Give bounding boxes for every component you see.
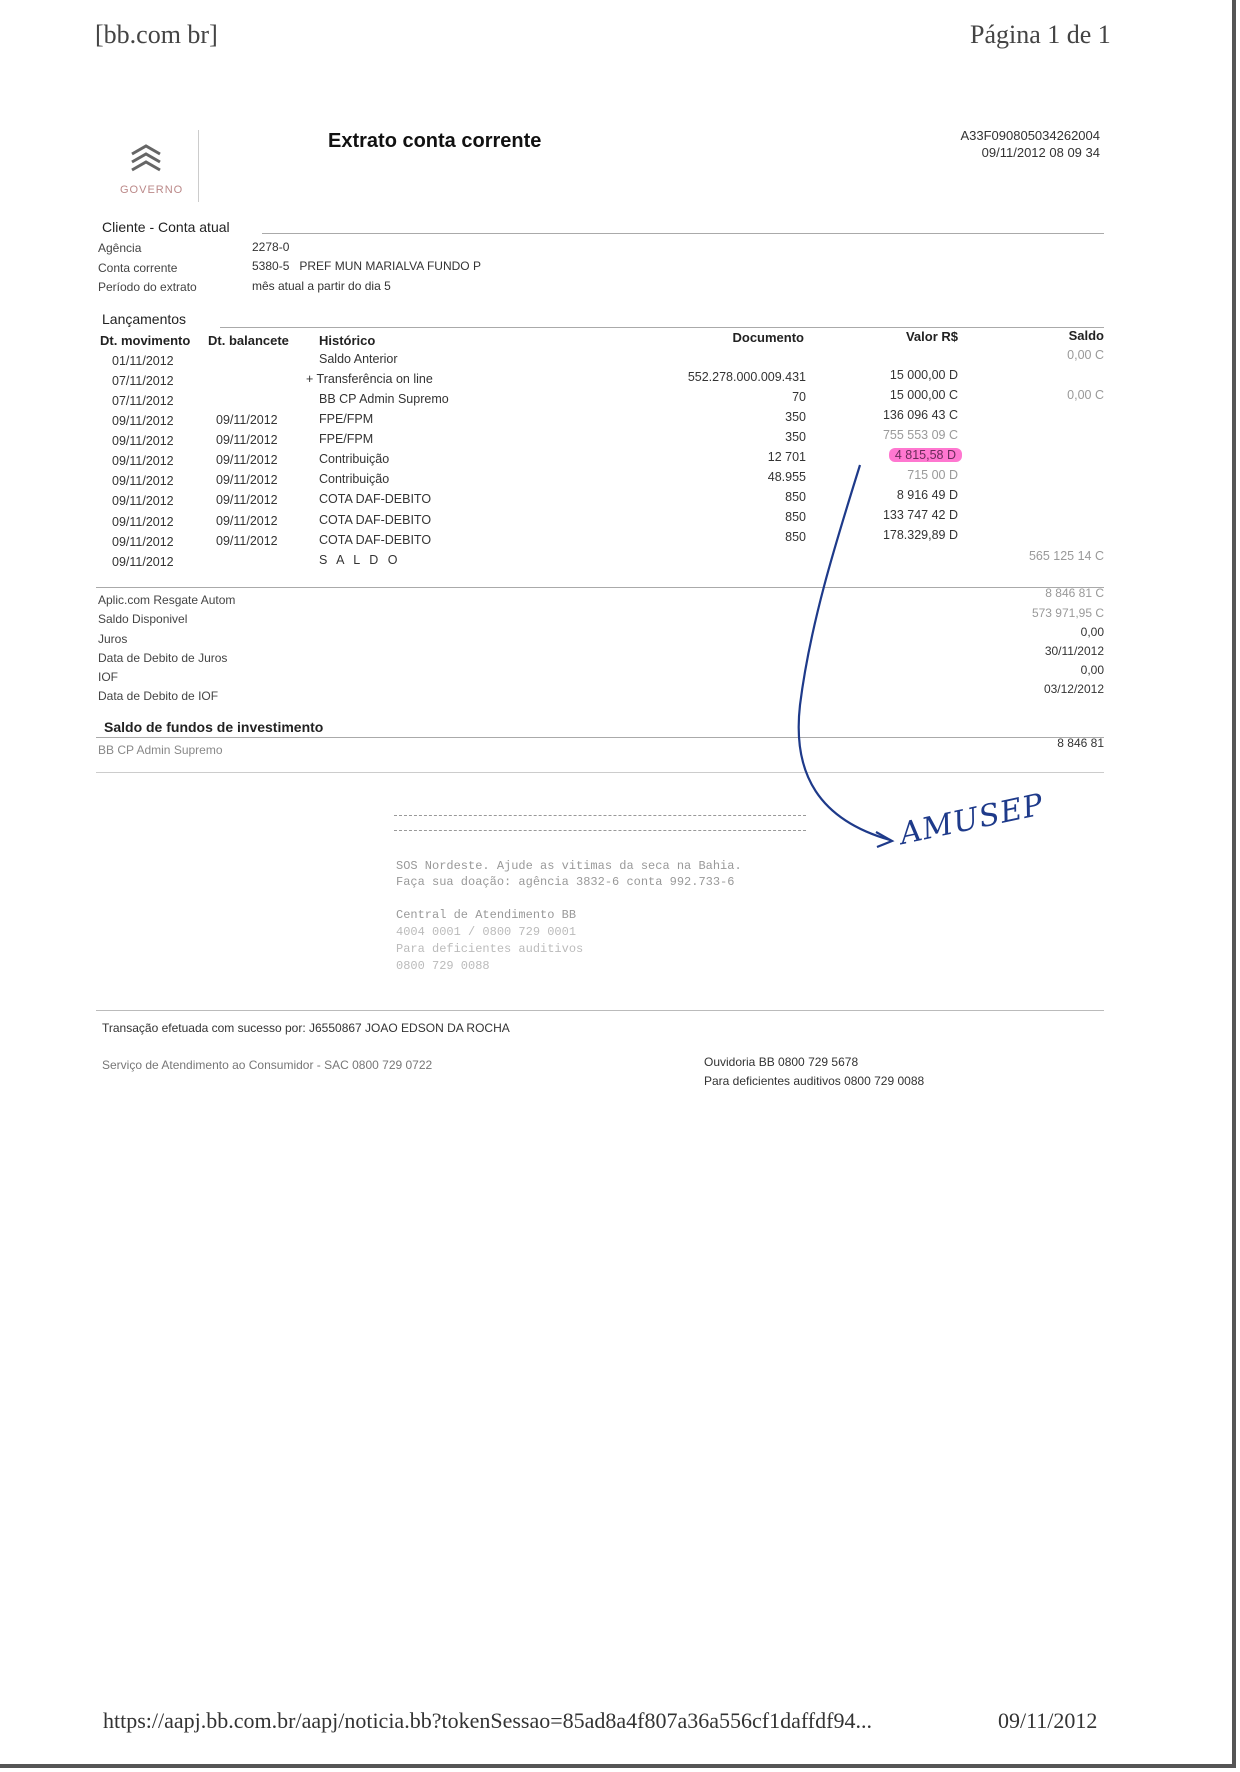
- summary-value-data-debito-iof: 03/12/2012: [1043, 682, 1104, 696]
- row-saldo: 565 125 14 C: [1028, 549, 1104, 563]
- row-dt-movimento: 09/11/2012: [112, 474, 174, 488]
- document-code: A33F090805034262004: [960, 128, 1100, 143]
- print-header-page: Página 1 de 1: [970, 20, 1111, 49]
- row-documento: 850: [785, 530, 806, 544]
- row-saldo: 0,00 C: [1067, 388, 1104, 402]
- divider: [262, 233, 1104, 234]
- print-header-site: [bb.com br]: [95, 20, 218, 49]
- saldo-top-value: 0,00 C: [1067, 348, 1104, 362]
- divider: [96, 772, 1104, 773]
- col-header-documento: Documento: [732, 330, 804, 345]
- row-dt-movimento: 09/11/2012: [112, 414, 174, 428]
- row-historico: Contribuição: [319, 472, 390, 486]
- row-historico: Contribuição: [319, 452, 390, 466]
- client-label-conta: Conta corrente: [98, 261, 178, 275]
- col-header-dt-movimento: Dt. movimento: [100, 333, 191, 348]
- notice-divider: [394, 815, 806, 816]
- fundos-value: 8 846 81: [1057, 736, 1104, 750]
- print-footer-date: 09/11/2012: [998, 1708, 1098, 1733]
- row-valor: 133 747 42 D: [882, 508, 958, 522]
- logo-text: GOVERNO: [120, 184, 184, 196]
- summary-value-iof: 0,00: [1080, 663, 1104, 677]
- row-documento: 48.955: [767, 470, 806, 484]
- deficientes-text: Para deficientes auditivos 0800 729 0088: [704, 1074, 925, 1088]
- row-documento: 12 701: [767, 450, 806, 464]
- fundos-section-title: Saldo de fundos de investimento: [104, 719, 324, 735]
- row-documento: 70: [792, 390, 806, 404]
- row-dt-balancete: 09/11/2012: [216, 413, 278, 427]
- row-valor: 8 916 49 D: [896, 488, 958, 502]
- row-valor: 178.329,89 D: [882, 528, 958, 542]
- summary-label-data-debito-iof: Data de Debito de IOF: [98, 689, 219, 703]
- row-documento: 350: [785, 430, 806, 444]
- row-dt-balancete: 09/11/2012: [216, 453, 278, 467]
- row-valor: 715 00 D: [907, 468, 958, 482]
- row-valor: 755 553 09 C: [882, 428, 958, 442]
- client-value-agencia: 2278-0: [252, 240, 290, 254]
- summary-label-iof: IOF: [98, 670, 118, 684]
- client-label-agencia: Agência: [98, 241, 142, 255]
- row-dt-movimento: 09/11/2012: [112, 515, 174, 529]
- row-dt-balancete: 09/11/2012: [216, 514, 278, 528]
- row-dt-movimento: 09/11/2012: [112, 454, 174, 468]
- handwritten-annotation: AMUSEP: [896, 787, 1048, 852]
- row-dt-movimento: 09/11/2012: [112, 555, 174, 569]
- row-valor: 15 000,00 D: [889, 368, 958, 382]
- summary-label-aplic: Aplic.com Resgate Autom: [98, 593, 236, 607]
- summary-label-data-debito-juros: Data de Debito de Juros: [98, 651, 228, 665]
- notice-line: 0800 729 0088: [396, 959, 490, 973]
- summary-value-saldo-disponivel: 573 971,95 C: [1031, 606, 1104, 620]
- fundos-label: BB CP Admin Supremo: [98, 743, 223, 757]
- row-documento: 850: [785, 510, 806, 524]
- row-dt-balancete: 09/11/2012: [216, 433, 278, 447]
- summary-value-data-debito-juros: 30/11/2012: [1044, 644, 1104, 658]
- client-section-title: Cliente - Conta atual: [102, 219, 230, 235]
- divider: [96, 737, 1104, 738]
- row-historico: S A L D O: [319, 553, 401, 567]
- row-documento: 850: [785, 490, 806, 504]
- row-historico: FPE/FPM: [319, 432, 374, 446]
- summary-label-juros: Juros: [98, 632, 128, 646]
- row-dt-movimento: 07/11/2012: [112, 374, 174, 388]
- row-dt-balancete: 09/11/2012: [216, 493, 278, 507]
- client-value-periodo: mês atual a partir do dia 5: [252, 279, 391, 293]
- document-datetime: 09/11/2012 08 09 34: [981, 145, 1100, 160]
- client-label-periodo: Período do extrato: [98, 280, 197, 294]
- col-header-historico: Histórico: [319, 333, 376, 348]
- row-historico: + Transferência on line: [306, 372, 433, 386]
- divider: [96, 1010, 1104, 1011]
- summary-value-juros: 0,00: [1080, 625, 1104, 639]
- bb-governo-logo: [98, 130, 199, 202]
- row-dt-movimento: 01/11/2012: [112, 354, 174, 368]
- row-valor: 136 096 43 C: [882, 408, 958, 422]
- notice-line: SOS Nordeste. Ajude as vitimas da seca na Bahia.: [396, 859, 742, 873]
- notice-line: Faça sua doação: agência 3832-6 conta 992.733-6: [396, 875, 735, 889]
- row-dt-balancete: 09/11/2012: [216, 473, 278, 487]
- client-value-conta: 5380-5 PREF MUN MARIALVA FUNDO P: [252, 259, 481, 273]
- summary-value-aplic: 8 846 81 C: [1045, 586, 1104, 600]
- col-header-dt-balancete: Dt. balancete: [208, 333, 289, 348]
- notice-divider: [394, 830, 806, 831]
- transacao-text: Transação efetuada com sucesso por: J6550867 JOAO EDSON DA ROCHA: [102, 1021, 510, 1035]
- lancamentos-section-title: Lançamentos: [102, 311, 187, 327]
- row-historico: BB CP Admin Supremo: [319, 392, 449, 406]
- row-dt-movimento: 07/11/2012: [112, 394, 174, 408]
- col-header-saldo: Saldo: [1068, 328, 1104, 343]
- row-dt-movimento: 09/11/2012: [112, 535, 174, 549]
- row-dt-movimento: 09/11/2012: [112, 434, 174, 448]
- row-dt-balancete: 09/11/2012: [216, 534, 278, 548]
- row-dt-movimento: 09/11/2012: [112, 494, 174, 508]
- bb-logo-icon: [126, 140, 166, 180]
- col-header-valor: Valor R$: [905, 329, 958, 344]
- row-documento: 350: [785, 410, 806, 424]
- summary-label-saldo-disponivel: Saldo Disponivel: [98, 612, 188, 626]
- row-historico: COTA DAF-DEBITO: [319, 533, 432, 547]
- sac-text: Serviço de Atendimento ao Consumidor - SAC 0800 729 0722: [102, 1058, 433, 1072]
- row-historico: FPE/FPM: [319, 412, 374, 426]
- row-historico: Saldo Anterior: [319, 352, 398, 366]
- row-historico: COTA DAF-DEBITO: [319, 492, 432, 506]
- divider: [220, 327, 1104, 328]
- ouvidoria-text: Ouvidoria BB 0800 729 5678: [704, 1055, 859, 1069]
- row-valor: 15 000,00 C: [889, 388, 958, 402]
- row-documento: 552.278.000.009.431: [687, 370, 806, 384]
- notice-line: Para deficientes auditivos: [396, 942, 584, 956]
- document-title: Extrato conta corrente: [328, 130, 542, 152]
- notice-line: 4004 0001 / 0800 729 0001: [396, 925, 577, 939]
- print-footer-url: https://aapj.bb.com.br/aapj/noticia.bb?tokenSessao=85ad8a4f807a36a556cf1daffdf94...: [103, 1708, 872, 1733]
- highlighted-amount: 4 815,58 D: [889, 448, 962, 462]
- notice-line: Central de Atendimento BB: [396, 908, 577, 922]
- divider: [96, 587, 1104, 588]
- row-historico: COTA DAF-DEBITO: [319, 513, 432, 527]
- handwritten-arrow: [780, 455, 910, 855]
